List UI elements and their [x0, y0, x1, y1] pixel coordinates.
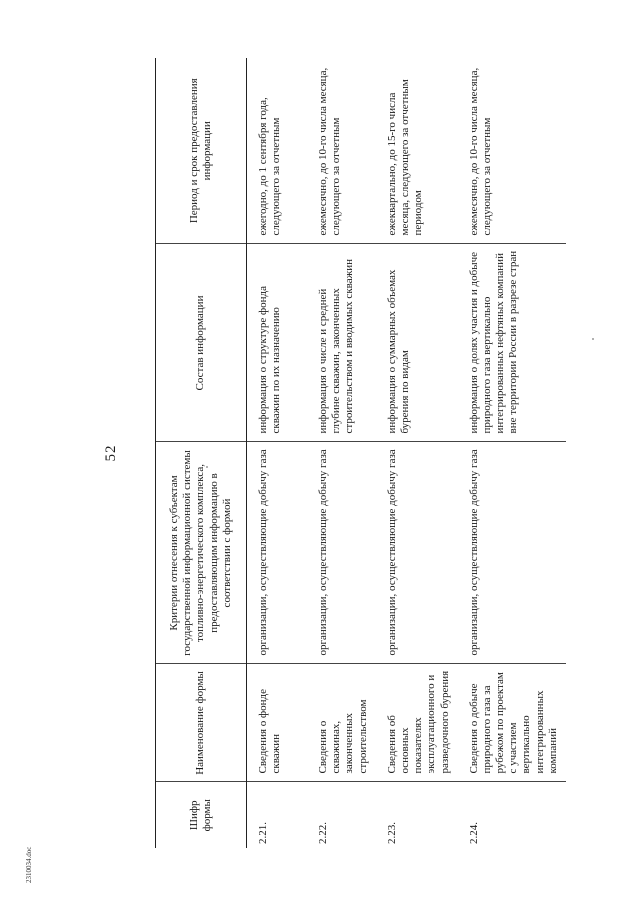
row-composition: информация о структуре фонда скважин по их назначению — [247, 244, 308, 442]
table-row — [376, 58, 458, 848]
row-period: ежемесячно, до 10-го числа месяца, следующего за отчетным — [307, 58, 376, 244]
row-code: 2.23. — [385, 821, 398, 844]
row-composition: информация о числе и средней глубине скважин, законченных строительством и вводимых скважин — [307, 244, 376, 442]
row-period: ежеквартально, до 15-го числа месяца, следующего за отчетным периодом — [376, 58, 458, 244]
file-reference-text: 2310034.doc — [25, 846, 33, 883]
header-name: Наименование формы — [156, 664, 247, 782]
row-name: Сведения об основных показателях эксплуатационного и разведочного бурения — [376, 664, 458, 782]
rotated-page — [103, 58, 559, 848]
row-composition: информация о суммарных объемах бурения по видам — [376, 244, 458, 442]
row-code: 2.22. — [317, 821, 329, 844]
row-code: 2.21. — [257, 821, 269, 844]
header-code: Шифр формы — [156, 782, 247, 848]
row-criteria: организации, осуществляющие добычу газа — [247, 442, 308, 664]
table-row — [458, 58, 566, 848]
row-criteria: организации, осуществляющие добычу газа — [376, 442, 458, 664]
table-header-row — [156, 58, 247, 848]
table-row — [307, 58, 376, 848]
document-file-reference — [22, 820, 33, 883]
page-number: 52 — [103, 444, 119, 461]
forms-table — [155, 58, 566, 848]
row-name: Сведения о добыче природного газа за рубежом по проектам с участием вертикально интегрированных компаний — [458, 664, 566, 782]
table-row — [247, 58, 308, 848]
row-name: Сведения о фонде скважин — [247, 664, 308, 782]
header-period: Период и срок предоставления информации — [156, 58, 247, 244]
scan-speck — [592, 338, 594, 340]
scan-speck — [206, 466, 208, 468]
row-name: Сведения о скважинах, законченных строительством — [307, 664, 376, 782]
row-code: 2.24. — [467, 821, 480, 844]
header-composition: Состав информации — [156, 244, 247, 442]
row-period: ежегодно, до 1 сентября года, следующего за отчетным — [247, 58, 308, 244]
row-criteria: организации, осуществляющие добычу газа — [458, 442, 566, 664]
header-criteria: Критерии отнесения к субъектам государственной информационной системы топливно-энергетического комплекса, предоставляющим информацию в соответствии с формой — [156, 442, 247, 664]
row-composition: информация о долях участия и добыче природного газа вертикально интегрированных нефтяных компаний вне территории России в разрезе стран — [458, 244, 566, 442]
row-period: ежемесячно, до 10-го числа месяца, следующего за отчетным — [458, 58, 566, 244]
row-criteria: организации, осуществляющие добычу газа — [307, 442, 376, 664]
